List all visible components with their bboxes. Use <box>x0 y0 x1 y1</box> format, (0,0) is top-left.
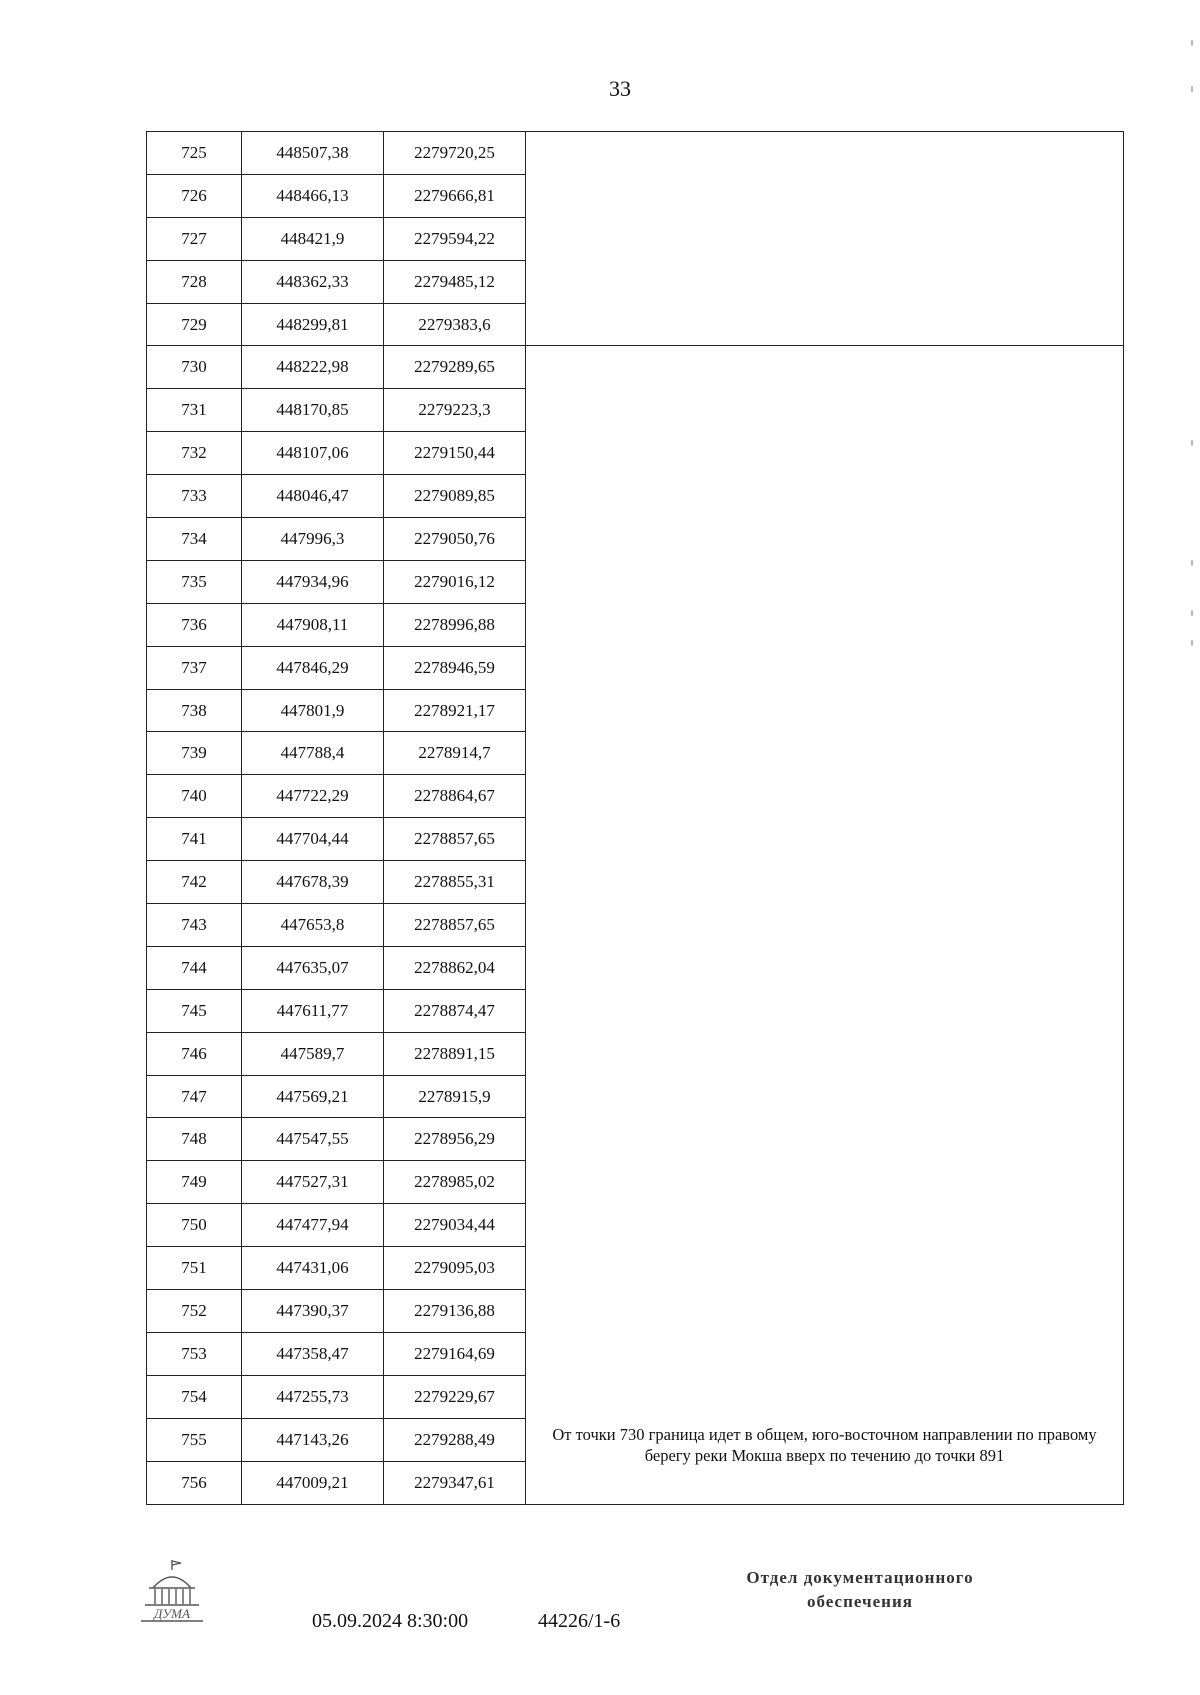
table-row <box>147 132 1124 175</box>
x-coordinate-cell: 447996,3 <box>242 518 384 561</box>
point-number-cell: 729 <box>147 303 242 346</box>
x-coordinate-cell: 447358,47 <box>242 1332 384 1375</box>
y-coordinate-cell: 2279485,12 <box>384 260 526 303</box>
x-coordinate-cell: 448046,47 <box>242 475 384 518</box>
point-number-cell: 745 <box>147 989 242 1032</box>
x-coordinate-cell: 447678,39 <box>242 861 384 904</box>
x-coordinate-cell: 448299,81 <box>242 303 384 346</box>
y-coordinate-cell: 2279050,76 <box>384 518 526 561</box>
x-coordinate-cell: 447801,9 <box>242 689 384 732</box>
y-coordinate-cell: 2278985,02 <box>384 1161 526 1204</box>
y-coordinate-cell: 2278857,65 <box>384 904 526 947</box>
y-coordinate-cell: 2279095,03 <box>384 1247 526 1290</box>
boundary-description-cell: От точки 730 граница идет в общем, юго-восточном направлении по правому берегу реки Мокша вверх по течению до точки 891 <box>526 346 1124 1504</box>
point-number-cell: 739 <box>147 732 242 775</box>
point-number-cell: 754 <box>147 1375 242 1418</box>
y-coordinate-cell: 2279347,61 <box>384 1461 526 1504</box>
point-number-cell: 753 <box>147 1332 242 1375</box>
y-coordinate-cell: 2279289,65 <box>384 346 526 389</box>
point-number-cell: 733 <box>147 475 242 518</box>
y-coordinate-cell: 2278855,31 <box>384 861 526 904</box>
x-coordinate-cell: 448466,13 <box>242 174 384 217</box>
x-coordinate-cell: 447722,29 <box>242 775 384 818</box>
x-coordinate-cell: 447255,73 <box>242 1375 384 1418</box>
y-coordinate-cell: 2278946,59 <box>384 646 526 689</box>
x-coordinate-cell: 447477,94 <box>242 1204 384 1247</box>
footer-date: 05.09.2024 8:30:00 <box>312 1610 469 1632</box>
point-number-cell: 748 <box>147 1118 242 1161</box>
description-cell-previous <box>526 132 1124 346</box>
y-coordinate-cell: 2278862,04 <box>384 946 526 989</box>
x-coordinate-cell: 447635,07 <box>242 946 384 989</box>
point-number-cell: 734 <box>147 518 242 561</box>
footer-reg-number: 44226/1-6 <box>538 1610 621 1632</box>
point-number-cell: 743 <box>147 904 242 947</box>
y-coordinate-cell: 2279164,69 <box>384 1332 526 1375</box>
point-number-cell: 738 <box>147 689 242 732</box>
point-number-cell: 751 <box>147 1247 242 1290</box>
x-coordinate-cell: 448507,38 <box>242 132 384 175</box>
y-coordinate-cell: 2279136,88 <box>384 1290 526 1333</box>
x-coordinate-cell: 447934,96 <box>242 560 384 603</box>
y-coordinate-cell: 2279089,85 <box>384 475 526 518</box>
y-coordinate-cell: 2278914,7 <box>384 732 526 775</box>
x-coordinate-cell: 447569,21 <box>242 1075 384 1118</box>
x-coordinate-cell: 447009,21 <box>242 1461 384 1504</box>
x-coordinate-cell: 447589,7 <box>242 1032 384 1075</box>
y-coordinate-cell: 2278921,17 <box>384 689 526 732</box>
y-coordinate-cell: 2279034,44 <box>384 1204 526 1247</box>
point-number-cell: 746 <box>147 1032 242 1075</box>
y-coordinate-cell: 2279594,22 <box>384 217 526 260</box>
point-number-cell: 742 <box>147 861 242 904</box>
point-number-cell: 750 <box>147 1204 242 1247</box>
y-coordinate-cell: 2278915,9 <box>384 1075 526 1118</box>
margin-mark <box>1191 440 1193 446</box>
point-number-cell: 749 <box>147 1161 242 1204</box>
point-number-cell: 725 <box>147 132 242 175</box>
y-coordinate-cell: 2279288,49 <box>384 1418 526 1461</box>
x-coordinate-cell: 447788,4 <box>242 732 384 775</box>
x-coordinate-cell: 447704,44 <box>242 818 384 861</box>
y-coordinate-cell: 2279229,67 <box>384 1375 526 1418</box>
x-coordinate-cell: 447653,8 <box>242 904 384 947</box>
department-line-1: Отдел документационного <box>746 1568 974 1587</box>
point-number-cell: 741 <box>147 818 242 861</box>
page-number: 33 <box>609 76 631 101</box>
x-coordinate-cell: 447143,26 <box>242 1418 384 1461</box>
point-number-cell: 755 <box>147 1418 242 1461</box>
x-coordinate-cell: 447611,77 <box>242 989 384 1032</box>
logo-lettering: ДУМА <box>154 1606 190 1621</box>
y-coordinate-cell: 2278996,88 <box>384 603 526 646</box>
footer-department <box>700 1566 1020 1614</box>
x-coordinate-cell: 448362,33 <box>242 260 384 303</box>
x-coordinate-cell: 448107,06 <box>242 432 384 475</box>
x-coordinate-cell: 447908,11 <box>242 603 384 646</box>
point-number-cell: 728 <box>147 260 242 303</box>
x-coordinate-cell: 447527,31 <box>242 1161 384 1204</box>
point-number-cell: 744 <box>147 946 242 989</box>
x-coordinate-cell: 448222,98 <box>242 346 384 389</box>
y-coordinate-cell: 2278891,15 <box>384 1032 526 1075</box>
point-number-cell: 747 <box>147 1075 242 1118</box>
point-number-cell: 726 <box>147 174 242 217</box>
point-number-cell: 735 <box>147 560 242 603</box>
y-coordinate-cell: 2279383,6 <box>384 303 526 346</box>
margin-mark <box>1191 560 1193 566</box>
point-number-cell: 727 <box>147 217 242 260</box>
y-coordinate-cell: 2278956,29 <box>384 1118 526 1161</box>
x-coordinate-cell: 448170,85 <box>242 389 384 432</box>
x-coordinate-cell: 447846,29 <box>242 646 384 689</box>
margin-mark <box>1191 610 1193 616</box>
y-coordinate-cell: 2278864,67 <box>384 775 526 818</box>
y-coordinate-cell: 2279666,81 <box>384 174 526 217</box>
point-number-cell: 752 <box>147 1290 242 1333</box>
point-number-cell: 737 <box>147 646 242 689</box>
table-row <box>147 346 1124 389</box>
y-coordinate-cell: 2278857,65 <box>384 818 526 861</box>
point-number-cell: 756 <box>147 1461 242 1504</box>
margin-mark <box>1191 640 1193 646</box>
point-number-cell: 730 <box>147 346 242 389</box>
y-coordinate-cell: 2279150,44 <box>384 432 526 475</box>
duma-logo-icon <box>137 1558 207 1626</box>
point-number-cell: 740 <box>147 775 242 818</box>
department-line-2: обеспечения <box>807 1592 913 1611</box>
y-coordinate-cell: 2279720,25 <box>384 132 526 175</box>
point-number-cell: 731 <box>147 389 242 432</box>
point-number-cell: 736 <box>147 603 242 646</box>
margin-mark <box>1191 40 1193 46</box>
coordinates-table <box>146 131 1124 1505</box>
y-coordinate-cell: 2278874,47 <box>384 989 526 1032</box>
margin-mark <box>1191 86 1193 92</box>
x-coordinate-cell: 447390,37 <box>242 1290 384 1333</box>
y-coordinate-cell: 2279016,12 <box>384 560 526 603</box>
x-coordinate-cell: 447431,06 <box>242 1247 384 1290</box>
y-coordinate-cell: 2279223,3 <box>384 389 526 432</box>
x-coordinate-cell: 448421,9 <box>242 217 384 260</box>
x-coordinate-cell: 447547,55 <box>242 1118 384 1161</box>
point-number-cell: 732 <box>147 432 242 475</box>
